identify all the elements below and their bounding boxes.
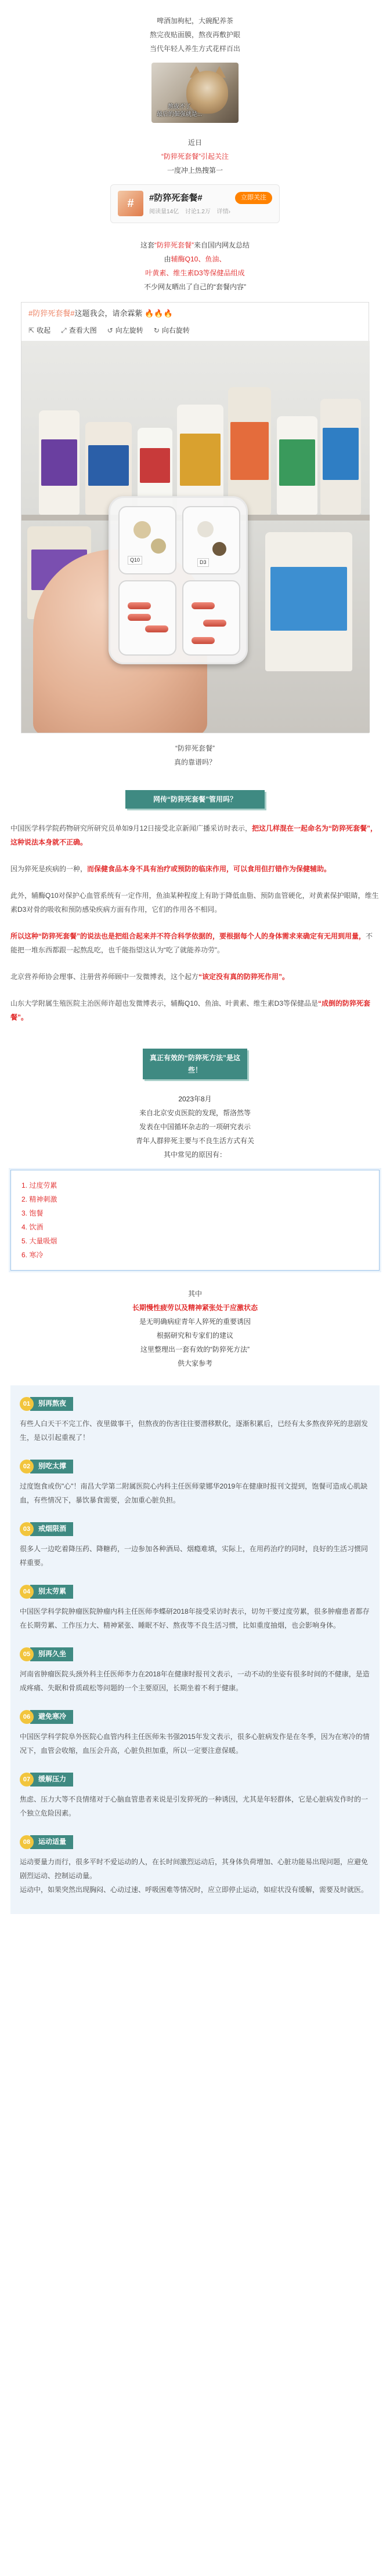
expand-icon: ⤢: [61, 326, 67, 334]
tip-title: 避免寒冷: [30, 1710, 73, 1724]
viewer-hashtag[interactable]: #防猝死套餐#: [28, 308, 75, 318]
topic-discussion-count: 讨论1.2万: [185, 208, 211, 215]
tip-item: [20, 1773, 370, 1820]
tip-item: [20, 1585, 370, 1632]
section-title-1: 网传“防猝死套餐”管用吗？: [125, 790, 265, 809]
tip-text: 河南省肿瘤医院头颈外科主任医师李力在2018年在健康时报刊文表示，一动不动的坐姿有很多时间的不健康，是造成疼痛、失眠和骨质疏松等问题的一个主要原因，长期坐着不利于健康。: [20, 1670, 370, 1693]
tip-item: [20, 1647, 370, 1695]
paragraph: 山东大学附属生殖医院主治医师许超也发微博表示，辅酶Q10、鱼油、叶黄素、维生素D3等保健品是“成倒的防猝死套餐”。: [10, 999, 371, 1022]
tip-item: [20, 1835, 370, 1897]
topic-stats: [149, 207, 272, 217]
viewer-toolbar: [21, 322, 369, 341]
viewer-post-text: #防猝死套餐#这题我会，请余霖紫 🔥🔥🔥: [28, 308, 173, 318]
tip-text: 运动要量力而行，很多平时不爱运动的人，在长时间激烈运动后，其身体负荷增加、心脏功能易出现问题，应避免剧烈运动、控制运动量。 运动中，如果突然出现胸闷、心动过速、呼吸困难等情况时，应立即停止运动，如症状没有缓解，需要及时就医。: [20, 1858, 369, 1894]
tip-number: 03: [20, 1522, 34, 1536]
tip-item: [20, 1710, 370, 1758]
rotate-left-icon: ↺: [107, 326, 113, 334]
study-date: 2023年8月: [178, 1095, 212, 1104]
topic-detail-link[interactable]: 详情›: [216, 208, 230, 215]
paragraph: 中国医学科学院药物研究所研究员单如9月12日接受北京新闻广播采访时表示，把这几样混在一起命名为“防猝死套餐”，这种说法本身就不正确。: [10, 824, 378, 847]
intro-line: 啤酒加枸杞，大碗配养茶: [156, 17, 233, 25]
tip-text: 焦虑、压力大等不良情绪对于心脑血管患者来说是引发猝死的一种诱因，尤其是年轻群体，它是心脏病发作时的一个独立危险因素。: [20, 1795, 369, 1818]
tip-number: 08: [20, 1835, 34, 1849]
tip-number: 05: [20, 1647, 34, 1661]
topic-thumbnail: #: [118, 191, 143, 216]
meme-caption: 熬夜不了 最后的倔强就是...: [156, 104, 203, 118]
paragraph: 北京营养师协会理事、注册营养师顾中一发微博表，这个起方“该定没有真的防猝死作用”。: [10, 973, 290, 981]
topic-read-count: 阅读量14亿: [149, 208, 179, 215]
tip-title: 别太劳累: [30, 1585, 73, 1599]
tip-text: 中国医学科学院阜外医院心血管内科主任医师朱书强2015年发文表示，很多心脏病发作是在冬季，因为在寒冷的情况下，血管会收缩，血压会升高，心脏负担加重，所以一定要注意保暖。: [20, 1733, 370, 1755]
study-intro: 2023年8月 来自北京安贞医院的发现，帮洛然等 发表在中国循环杂志的一项研究表示 青年人群猝死主要与不良生活方式有关 其中常见的原因有：: [10, 1092, 380, 1162]
conclusion: 其中 长期慢性疲劳以及精神紧张处于应激状态 是无明确病症青年人猝死的重要诱因 根据研究和专家们的建议 这里整理出一套有效的“防猝死方法” 供大家参考: [132, 1290, 258, 1368]
topic-intro-line: 一度冲上热搜第一: [167, 166, 223, 174]
tip-number: 07: [20, 1773, 34, 1787]
tip-number: 06: [20, 1710, 34, 1724]
supplement-line: 叶黄素、维生素D3等保健品组成: [145, 268, 245, 277]
weibo-image-viewer: [21, 302, 369, 733]
collapse-icon: ⇱: [28, 326, 35, 334]
list-item: 6. 寒冷: [21, 1251, 44, 1260]
tip-number: 01: [20, 1397, 34, 1411]
tip-item: [20, 1522, 370, 1570]
tip-text: 过度饱食或伤"心"！南昌大学第二附属医院心内科主任医师蒙娜华2019年在健康时报刊文提到，饱餐可造成心肌缺血，有些情况下，暴饮暴食需要，会加重心脏负担。: [20, 1482, 368, 1505]
supplement-line: 由辅酶Q10、鱼油、: [164, 254, 226, 263]
tip-item: [20, 1397, 370, 1445]
rotate-right-button[interactable]: ↻ 向右旋转: [154, 325, 190, 336]
supplement-line: 不少网友晒出了自己的“套餐内容”: [144, 282, 246, 291]
topic-intro-line: 近日: [187, 139, 202, 147]
paragraph: 所以这种“防猝死套餐”的说法也是把组合起来并不符合科学依据的，要根据每个人的身体需求来确定有无用到用量，不能把一堆东西都跟一起熬乱吃，也千能指望这认为“吃了就能养功劳”。: [10, 932, 373, 955]
tip-title: 别再久坐: [30, 1647, 73, 1661]
tip-title: 运动适量: [30, 1835, 73, 1849]
intro-line: 当代年轻人养生方式花样百出: [149, 45, 240, 53]
tip-title: 别再熬夜: [30, 1397, 73, 1411]
tip-title: 戒烟限酒: [30, 1522, 73, 1536]
pill-organizer: Q10 D3: [109, 496, 248, 664]
list-item: 1. 过度劳累: [21, 1181, 57, 1190]
intro-section: [10, 0, 380, 123]
tip-number: 02: [20, 1460, 34, 1473]
tip-number: 04: [20, 1585, 34, 1599]
list-item: 3. 饱餐: [21, 1209, 44, 1218]
supplement-photo: [21, 341, 370, 733]
view-large-button[interactable]: ⤢ 查看大图: [61, 325, 97, 336]
supplement-line: 这套“防猝死套餐”来自国内网友总结: [140, 241, 250, 249]
rotate-left-button[interactable]: ↺ 向左旋转: [107, 325, 143, 336]
intro-line: 熬完夜贴面膜，熬夜再敷护眼: [149, 31, 240, 39]
prevention-tips: [10, 1385, 380, 1914]
topic-title: #防猝死套餐#: [149, 193, 203, 203]
tip-item: [20, 1460, 370, 1507]
rotate-right-icon: ↻: [153, 326, 160, 334]
hashtag-topic-card[interactable]: [110, 184, 280, 223]
section-title-2: 真正有效的“防猝死方法”是这些！: [143, 1049, 247, 1079]
cat-meme-image: [151, 63, 239, 123]
paragraph: 因为猝死是疾病的一种，而保健食品本身不具有治疗或预防的临床作用，可以食用但打错作为保健辅助。: [10, 865, 331, 874]
tip-text: 中国医学科学院肿瘤医院肿瘤内科主任医师李蝶研2018年接受采访时表示，切勿干要过度劳累，很多肿瘤患者都存在长期劳累、工作压力大、精神紧张、睡眠不好、熬夜等不良生活习惯，比如重度抽烟，也会影响身体。: [20, 1607, 370, 1630]
tip-title: 别吃太撑: [30, 1460, 73, 1473]
follow-topic-button[interactable]: 立即关注: [235, 192, 272, 204]
list-item: 2. 精神刺激: [21, 1195, 57, 1204]
tip-text: 很多人一边吃着降压药、降糖药，一边参加各种酒局、烟瘾难填，实际上，在用药治疗的同时，良好的生活习惯同样重要。: [20, 1545, 369, 1567]
tip-text: 有些人白天干不完工作、夜里做事干，但熬夜的伤害往往要潜移默化，逐渐积累后，已经有太多熬夜猝死的悲剧发生，是以引起重视了！: [20, 1420, 369, 1442]
tip-title: 缓解压力: [30, 1773, 73, 1787]
collapse-button[interactable]: ⇱ 收起: [28, 325, 50, 336]
list-item: 4. 饮酒: [21, 1223, 44, 1232]
topic-intro-highlight: “防猝死套餐”引起关注: [161, 152, 229, 161]
list-item: 5. 大量吸烟: [21, 1237, 57, 1246]
supplement-intro: [10, 238, 380, 294]
photo-caption: “防猝死套餐” 真的靠谱吗？: [174, 744, 216, 766]
paragraph: 此外，辅酶Q10对保护心血管系统有一定作用，鱼油某种程度上有助于降低血脂、预防血管硬化，对黄素保护眼睛，维生素D3对骨的吸收和预防感染疾病方面有作用，它们的作用各不相同。: [10, 892, 379, 914]
topic-intro: [10, 136, 380, 177]
causes-list: [10, 1170, 380, 1271]
